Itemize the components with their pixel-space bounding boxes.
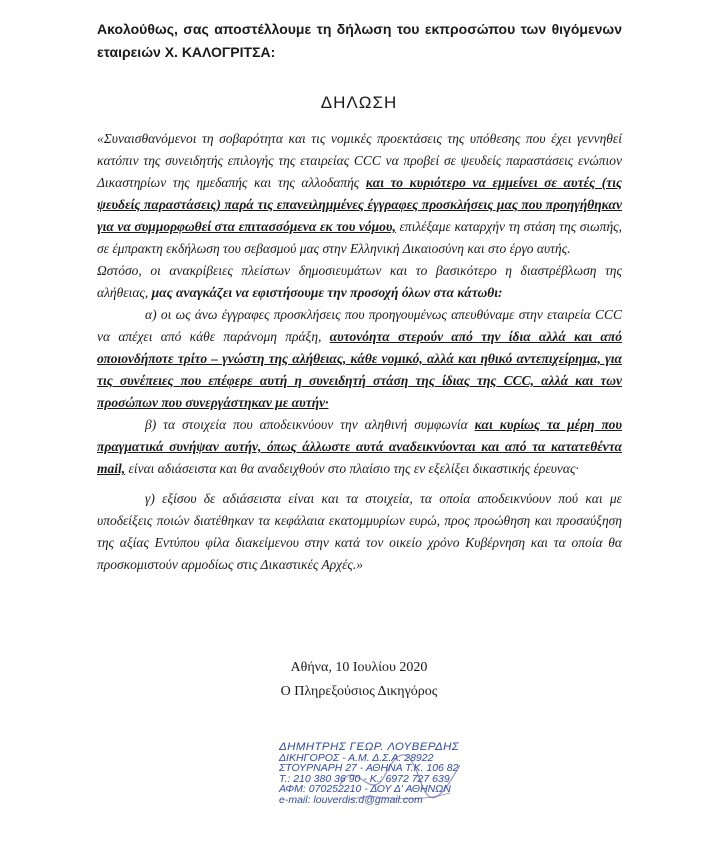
stamp-line-2: ΔΙΚΗΓΟΡΟΣ - Α.Μ. Δ.Σ.Α. 28922	[279, 751, 434, 764]
paragraph-2	[97, 260, 622, 304]
paragraph-c	[97, 488, 622, 576]
paragraph-1	[97, 128, 622, 260]
declaration-body	[97, 128, 622, 576]
paragraph-a	[97, 304, 622, 414]
p2-bold: μας αναγκάζει να εφιστήσουμε την προσοχή όλων στα κάτωθι:	[151, 285, 503, 300]
pb-emphasis: και κυρίως τα μέρη που πραγματικά συνήψαν αυτήν, όπως άλλωστε αυτά αναδεικνύονται και από τα κατατεθέντα mail,	[97, 417, 622, 476]
p1-text: «Συναισθανόμενοι τη σοβαρότητα και τις νομικές προεκτάσεις της υπόθεσης που έχει γεννηθεί κατόπιν της συνειδητής επιλογής της εταιρείας CCC να προβεί σε ψευδείς παραστάσεις ενώπιον Δικαστηρίων της ημεδαπής και της αλλοδαπής	[97, 131, 622, 190]
handwritten-signature	[330, 745, 470, 815]
declaration-title: ΔΗΛΩΣΗ	[320, 93, 398, 112]
stamp-line-6: e-mail: louverdis.d@gmail.com	[279, 793, 423, 806]
pb-text-end: είναι αδιάσειστα και θα αναδειχθούν στο πλαίσιο της εν εξελίξει δικαστικής έρευνας·	[125, 461, 579, 476]
pb-text: β) τα στοιχεία που αποδεικνύουν την αληθινή συμφωνία	[145, 417, 475, 432]
p1-text-end: επιλέξαμε καταρχήν τη στάση της σιωπής, σε έμπρακτη εκδήλωση του σεβασμού μας στην Ελληνική Δικαιοσύνη και στο έργο αυτής.	[97, 219, 622, 256]
stamp-line-4: Τ.: 210 380 36 90 - Κ.: 6972 727 639	[279, 772, 450, 785]
pc-text: γ) εξίσου δε αδιάσειστα είναι και τα στοιχεία, τα οποία αποδεικνύουν πού και με υποδείξεις ποιών διατέθηκαν τα κεφάλαια εκατομμυρίων ευρώ, προς προώθηση και προσαύξηση της αξίας Εντύπου φίλα διακείμενου στην κατά τον οικείο χρόνο Κυβέρνηση και τα οποία θα προσκομιστούν αρμοδίως στις Δικαστικές Αρχές.»	[97, 491, 622, 572]
p1-emphasis: και το κυριότερο να εμμείνει σε αυτές (τις ψευδείς παραστάσεις) παρά τις επανειλημμένες έγγραφες προσκλήσεις μας που προηγήθηκαν για να συμμορφωθεί στα επιτασσόμενα εκ του νόμου,	[97, 175, 622, 234]
pa-text: α) οι ως άνω έγγραφες προσκλήσεις που προηγουμένως απευθύναμε στην εταιρεία CCC να απέχει από κάθε παράνομη πράξη,	[97, 307, 622, 344]
pa-emphasis: αυτονόητα στερούν από την ίδια αλλά και από οποιονδήποτε τρίτο – γνώστη της αλήθειας, κάθε νομικό, αλλά και ηθικό αντεπιχείρημα, για τις συνέπειες που επέφερε αυτή η συνειδητή στάση της ίδιας της CCC, αλλά και των προσώπων που συνεργάστηκαν με αυτήν·	[97, 329, 623, 410]
p2-text: Ωστόσο, οι ανακρίβειες πλείστων δημοσιευμάτων και το βασικότερο η διαστρέβλωση της αλήθειας,	[97, 263, 622, 300]
place-date: Αθήνα, 10 Ιουλίου 2020	[290, 660, 428, 675]
stamp-line-3: ΣΤΟΥΡΝΑΡΗ 27 - ΑΘΗΝΑ Τ.Κ. 106 82	[279, 762, 459, 774]
stamp-line-1: ΔΗΜΗΤΡΗΣ ΓΕΩΡ. ΛΟΥΒΕΡΔΗΣ	[279, 741, 460, 753]
intro-paragraph: Ακολούθως, σας αποστέλλουμε τη δήλωση του εκπροσώπου των θιγόμενων εταιρειών Χ. ΚΑΛΟΓΡΙΤΣΑ:	[97, 21, 622, 60]
stamp-line-5: ΑΦΜ: 070252210 - ΔΟΥ Δ' ΑΘΗΝΩΝ	[279, 783, 451, 795]
signatory: Ο Πληρεξούσιος Δικηγόρος	[280, 684, 438, 699]
paragraph-b	[97, 414, 622, 480]
